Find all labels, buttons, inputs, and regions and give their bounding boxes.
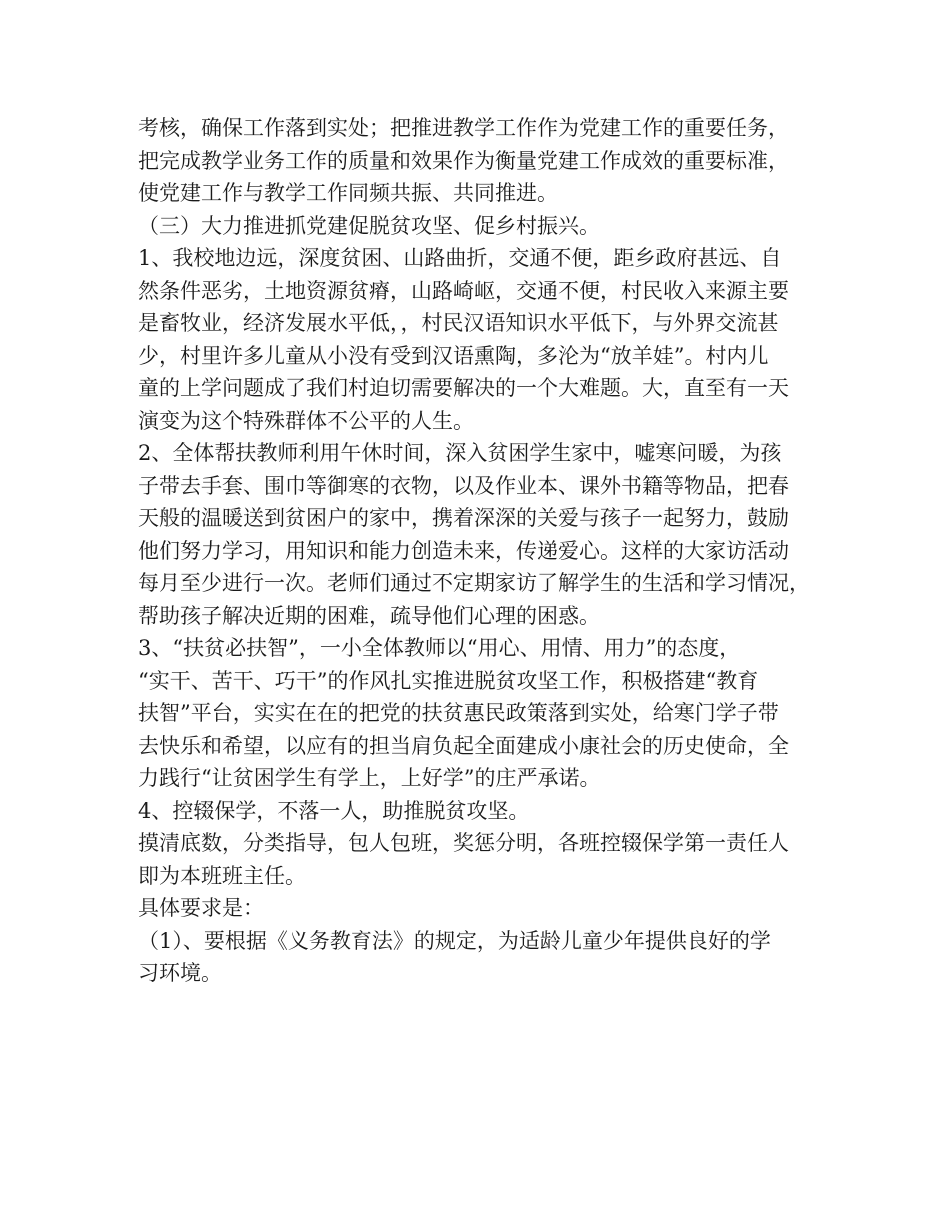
document-body — [138, 112, 828, 990]
text-line-21: 力践行“让贫困学生有学上，上好学”的庄严承诺。 — [138, 766, 601, 790]
text-line-23: 摸清底数，分类指导，包人包班，奖惩分明，各班控辍保学第一责任人 — [138, 831, 789, 855]
text-line-5: 1、我校地边远，深度贫困、山路曲折，交通不便，距乡政府甚远、自 — [138, 246, 782, 270]
text-line-1: 考核，确保工作落到实处；把推进教学工作作为党建工作的重要任务， — [138, 116, 789, 140]
text-line-7: 是畜牧业，经济发展水平低，，村民汉语知识水平低下，与外界交流甚 — [138, 311, 779, 335]
text-line-8: 少，村里许多儿童从小没有受到汉语熏陶，多沦为“放羊娃”。村内儿 — [138, 343, 769, 368]
text-line-20: 去快乐和希望，以应有的担当肩负起全面建成小康社会的历史使命，全 — [138, 733, 789, 758]
text-line-17: 3、“扶贫必扶智”，一小全体教师以“用心、用情、用力”的态度， — [138, 636, 741, 660]
text-line-10: 演变为这个特殊群体不公平的人生。 — [138, 408, 474, 433]
text-line-3: 使党建工作与教学工作同频共振、共同推进。 — [138, 181, 558, 205]
section-heading: （三）大力推进抓党建促脱贫攻坚、促乡村振兴。 — [138, 213, 600, 238]
text-line-13: 天般的温暖送到贫困户的家中，携着深深的关爱与孩子一起努力，鼓励 — [138, 506, 789, 530]
text-line-12: 子带去手套、围巾等御寒的衣物，以及作业本、课外书籍等物品，把春 — [138, 473, 789, 498]
text-line-11: 2、全体帮扶教师利用午休时间，深入贫困学生家中，嘘寒问暖，为孩 — [138, 441, 782, 465]
text-line-14: 他们努力学习，用知识和能力创造未来，传递爱心。这样的大家访活动 — [138, 538, 789, 563]
text-line-15: 每月至少进行一次。老师们通过不定期家访了解学生的生活和学习情况， — [138, 571, 810, 595]
text-line-9: 童的上学问题成了我们村迫切需要解决的一个大难题。大，直至有一天 — [138, 376, 789, 400]
text-line-19: 扶智”平台，实实在在的把党的扶贫惠民政策落到实处，给寒门学子带 — [138, 701, 779, 725]
text-line-18: “实干、苦干、巧干”的作风扎实推进脱贫攻坚工作，积极搭建“教育 — [138, 668, 759, 693]
text-line-16: 帮助孩子解决近期的困难，疏导他们心理的困惑。 — [138, 603, 600, 628]
text-line-24: 即为本班班主任。 — [138, 863, 306, 888]
text-line-25: 具体要求是： — [138, 896, 264, 920]
text-line-26: （1）、要根据《义务教育法》的规定，为适龄儿童少年提供良好的学 — [138, 928, 771, 953]
text-line-27: 习环境。 — [138, 961, 222, 985]
text-line-2: 把完成教学业务工作的质量和效果作为衡量党建工作成效的重要标准， — [138, 148, 789, 173]
text-line-6: 然条件恶劣，土地资源贫瘠，山路崎岖，交通不便，村民收入来源主要 — [138, 278, 789, 303]
text-line-22: 4、控辍保学，不落一人，助推脱贫攻坚。 — [138, 798, 530, 823]
